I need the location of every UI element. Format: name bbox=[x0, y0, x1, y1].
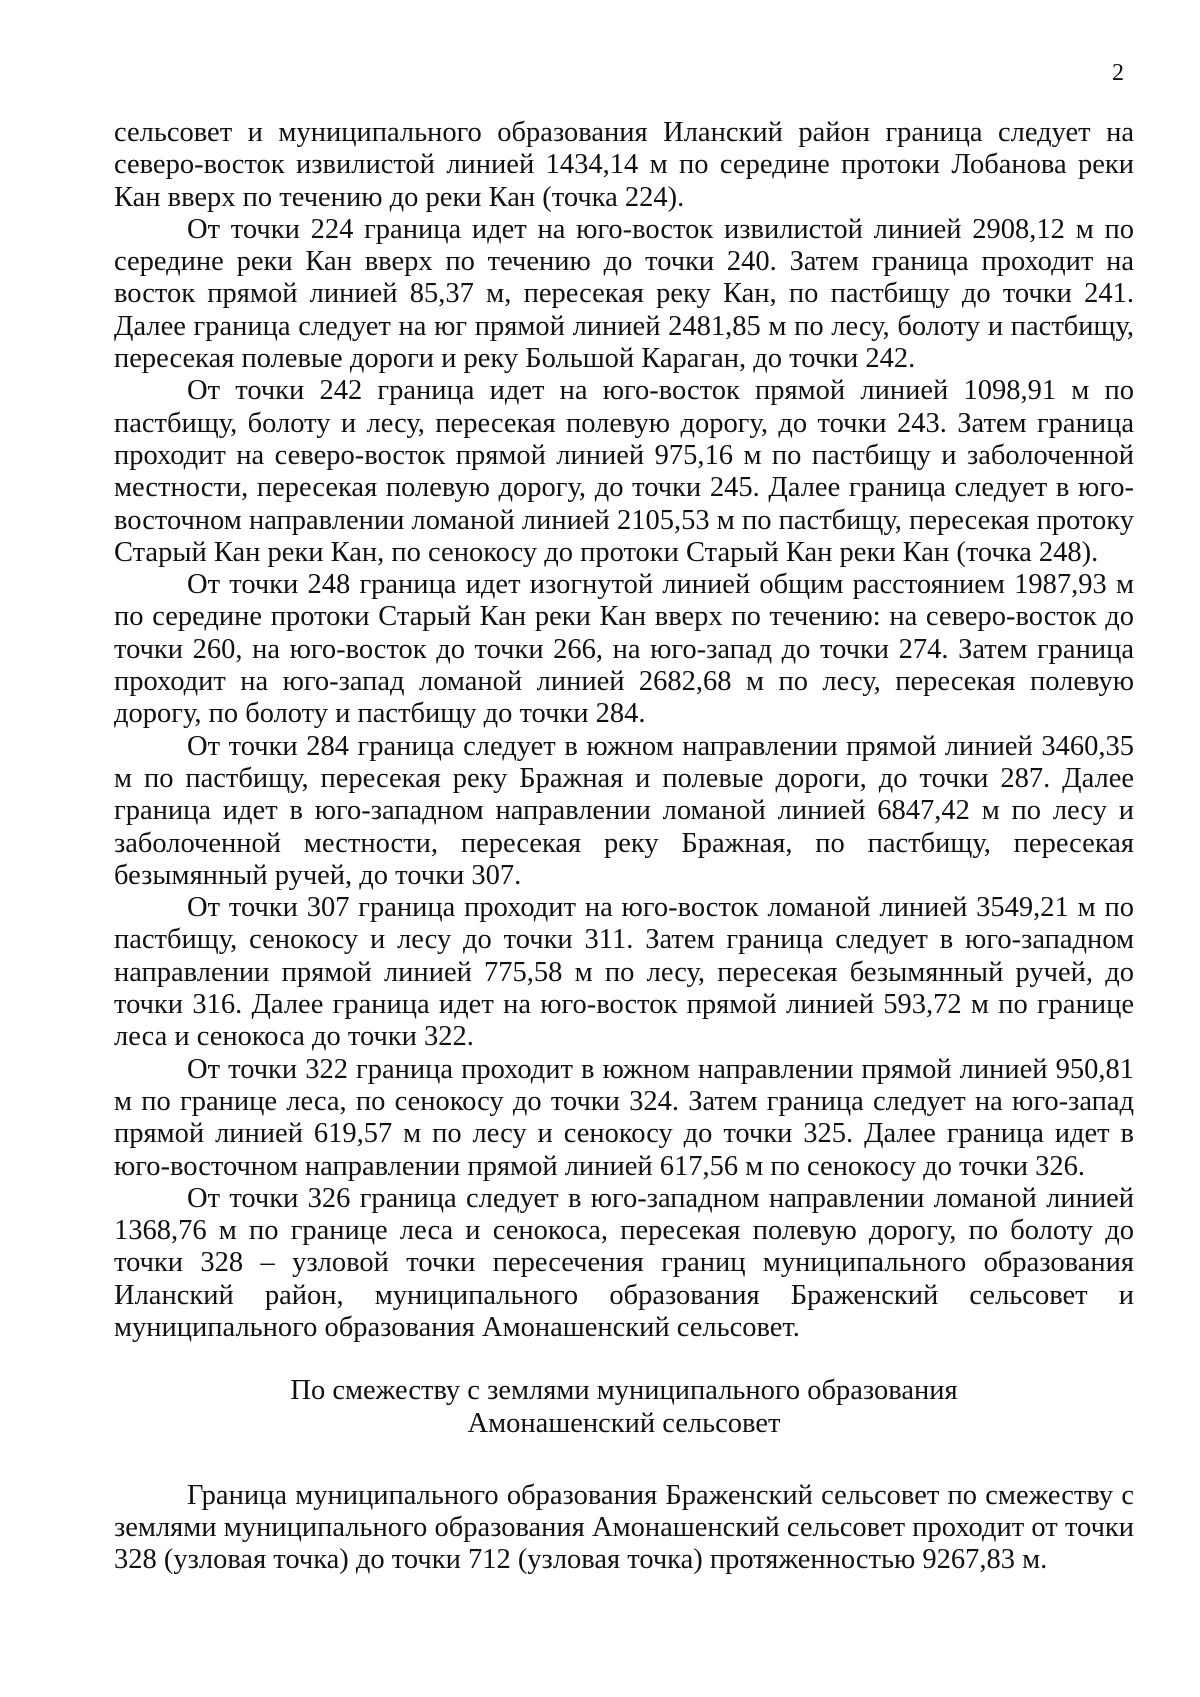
paragraph: От точки 284 граница следует в южном направлении прямой линией 3460,35 м по пастбищу, пересекая реку Бражная и полевые дороги, до точки 287. Далее граница идет в юго-западном направлении ломаной линией 6847,42 м по лесу и заболоченной местности, пересекая реку Бражная, по пастбищу, пересекая безымянный ручей, до точки 307. bbox=[114, 730, 1134, 891]
paragraph: От точки 242 граница идет на юго-восток прямой линией 1098,91 м по пастбищу, болоту и лесу, пересекая полевую дорогу, до точки 243. Затем граница проходит на северо-восток прямой линией 975,16 м по пастбищу и заболоченной местности, пересекая полевую дорогу, до точки 245. Далее граница следует в юго-восточном направлении ломаной линией 2105,53 м по пастбищу, пересекая протоку Старый Кан реки Кан, по сенокосу до протоки Старый Кан реки Кан (точка 248). bbox=[114, 375, 1134, 568]
paragraph-continuation: сельсовет и муниципального образования Иланский район граница следует на северо-восток извилистой линией 1434,14 м по середине протоки Лобанова реки Кан вверх по течению до реки Кан (точка 224). bbox=[114, 117, 1134, 213]
paragraph: От точки 248 граница идет изогнутой линией общим расстоянием 1987,93 м по середине протоки Старый Кан реки Кан вверх по течению: на северо-восток до точки 260, на юго-восток до точки 266, на юго-запад до точки 274. Затем граница проходит на юго-запад ломаной линией 2682,68 м по лесу, пересекая полевую дорогу, по болоту и пастбищу до точки 284. bbox=[114, 569, 1134, 730]
paragraph: От точки 322 граница проходит в южном направлении прямой линией 950,81 м по границе леса, по сенокосу до точки 324. Затем граница следует на юго-запад прямой линией 619,57 м по лесу и сенокосу до точки 325. Далее граница идет в юго-восточном направлении прямой линией 617,56 м по сенокосу до точки 326. bbox=[114, 1053, 1134, 1182]
section-heading bbox=[114, 1375, 1134, 1440]
paragraph: От точки 326 граница следует в юго-западном направлении ломаной линией 1368,76 м по границе леса и сенокоса, пересекая полевую дорогу, по болоту до точки 328 – узловой точки пересечения границ муниципального образования Иланский район, муниципального образования Браженский сельсовет и муниципального образования Амонашенский сельсовет. bbox=[114, 1182, 1134, 1343]
document-body bbox=[114, 117, 1134, 1577]
page-number: 2 bbox=[1112, 60, 1124, 86]
paragraph: От точки 307 граница проходит на юго-восток ломаной линией 3549,21 м по пастбищу, сенокосу и лесу до точки 311. Затем граница следует в юго-западном направлении прямой линией 775,58 м по лесу, пересекая безымянный ручей, до точки 316. Далее граница идет на юго-восток прямой линией 593,72 м по границе леса и сенокоса до точки 322. bbox=[114, 892, 1134, 1053]
closing-paragraph: Граница муниципального образования Браженский сельсовет по смежеству с землями муниципального образования Амонашенский сельсовет проходит от точки 328 (узловая точка) до точки 712 (узловая точка) протяженностью 9267,83 м. bbox=[114, 1479, 1134, 1576]
paragraph: От точки 224 граница идет на юго-восток извилистой линией 2908,12 м по середине реки Кан вверх по течению до точки 240. Затем граница проходит на восток прямой линией 85,37 м, пересекая реку Кан, по пастбищу до точки 241. Далее граница следует на юг прямой линией 2481,85 м по лесу, болоту и пастбищу, пересекая полевые дороги и реку Большой Караган, до точки 242. bbox=[114, 213, 1134, 375]
section-heading-line-2: Амонашенский сельсовет bbox=[467, 1407, 781, 1439]
section-heading-line-1: По смежеству с землями муниципального образования bbox=[290, 1375, 958, 1407]
